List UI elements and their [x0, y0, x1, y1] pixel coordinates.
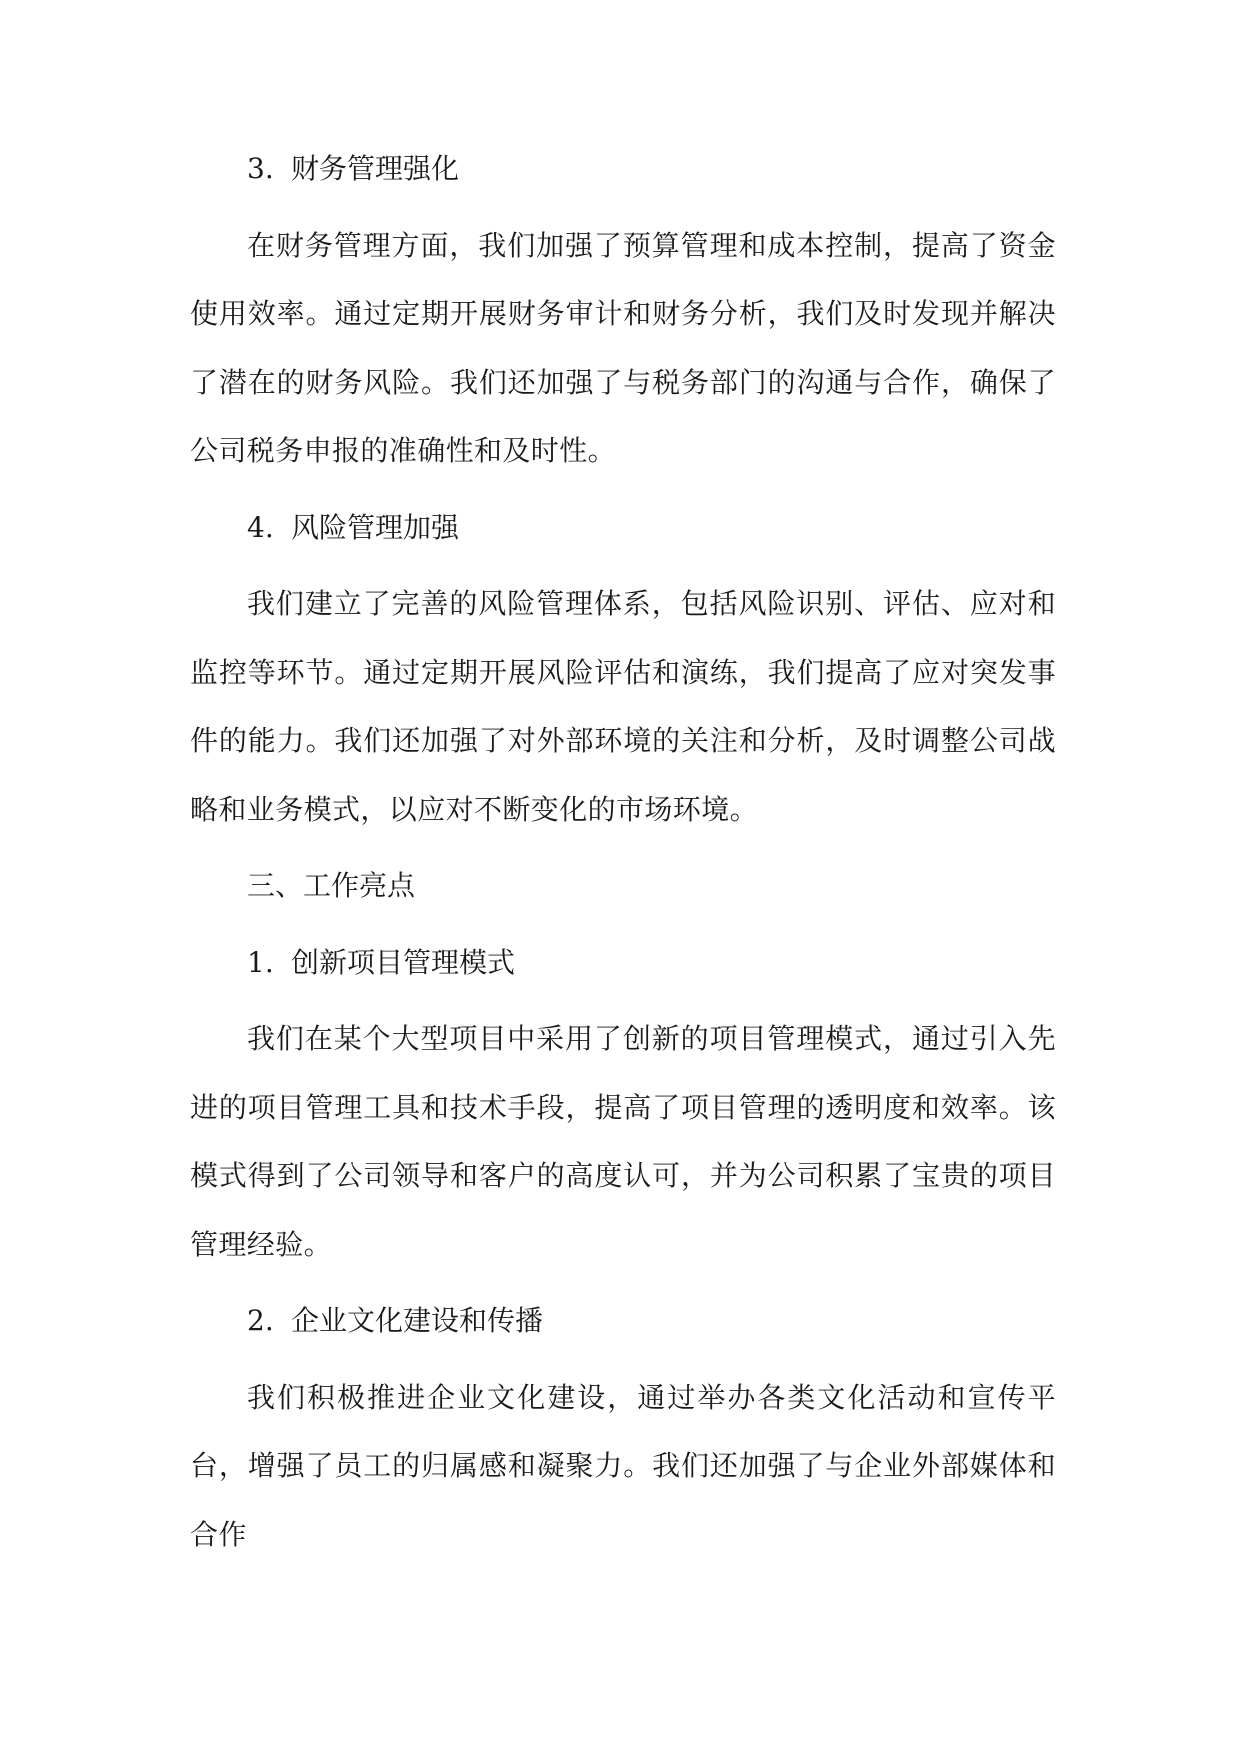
subheading-financial-management: [190, 135, 1056, 204]
subheading-project-management: [190, 929, 1056, 998]
subheading-title: 企业文化建设和传播: [291, 1304, 544, 1337]
paragraph-corporate-culture: 我们积极推进企业文化建设，通过举办各类文化活动和宣传平台，增强了员工的归属感和凝聚力。我们还加强了与企业外部媒体和合作: [190, 1380, 1056, 1551]
subheading-title: 财务管理强化: [291, 152, 460, 185]
paragraph-risk-management: 我们建立了完善的风险管理体系，包括风险识别、评估、应对和监控等环节。通过定期开展风险评估和演练，我们提高了应对突发事件的能力。我们还加强了对外部环境的关注和分析，及时调整公司战略和业务模式，以应对不断变化的市场环境。: [190, 587, 1056, 826]
subheading-number: 3.: [247, 152, 274, 185]
subheading-corporate-culture: [190, 1287, 1056, 1356]
subheading-number: 4.: [247, 510, 274, 544]
subheading-title: 风险管理加强: [291, 510, 460, 544]
document-body: [190, 135, 1056, 1577]
subheading-number: 2.: [247, 1304, 274, 1337]
section-heading-highlights: 三、工作亮点: [247, 869, 416, 902]
paragraph-project-management: 我们在某个大型项目中采用了创新的项目管理模式，通过引入先进的项目管理工具和技术手段，提高了项目管理的透明度和效率。该模式得到了公司领导和客户的高度认可，并为公司积累了宝贵的项目管理经验。: [190, 1022, 1056, 1261]
subheading-number: 1.: [247, 945, 274, 979]
paragraph-financial-management: 在财务管理方面，我们加强了预算管理和成本控制，提高了资金使用效率。通过定期开展财务审计和财务分析，我们及时发现并解决了潜在的财务风险。我们还加强了与税务部门的沟通与合作，确保了公司税务申报的准确性和及时性。: [190, 228, 1056, 467]
subheading-risk-management: [190, 494, 1056, 563]
subheading-title: 创新项目管理模式: [291, 945, 516, 979]
